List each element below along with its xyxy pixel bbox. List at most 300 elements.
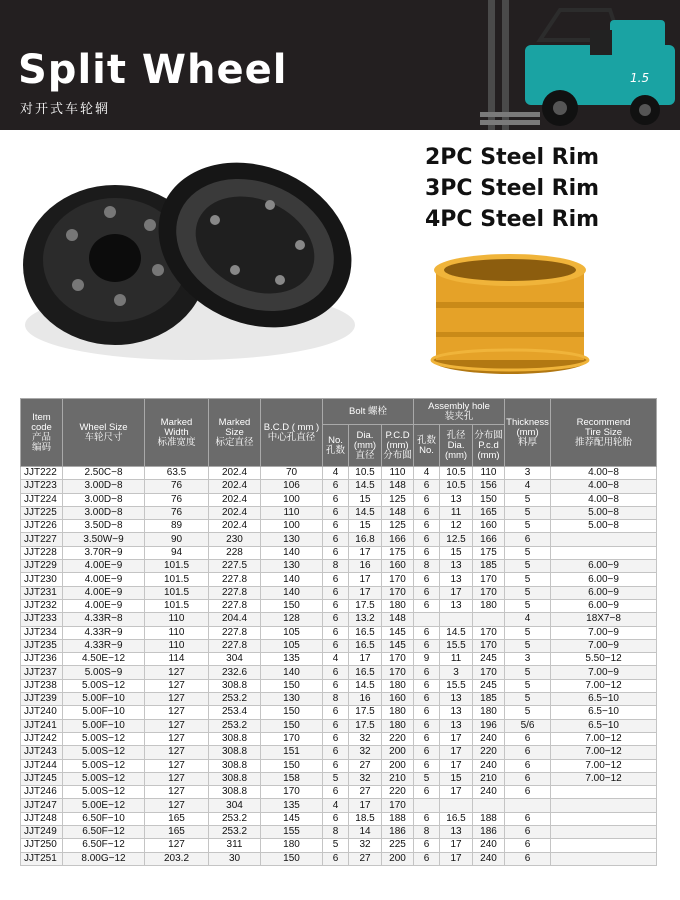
cell-asm-dia <box>440 613 473 626</box>
cell-marked-width: 101.5 <box>145 560 209 573</box>
spec-table-body <box>21 467 657 866</box>
cell-asm-dia: 13 <box>440 719 473 732</box>
cell-recommend-tire: 5.50−12 <box>551 653 657 666</box>
cell-bolt-pcd: 166 <box>382 533 414 546</box>
cell-asm-no: 6 <box>414 746 440 759</box>
cell-marked-width: 110 <box>145 639 209 652</box>
cell-item-code: JJT239 <box>21 693 63 706</box>
cell-asm-no: 8 <box>414 826 440 839</box>
cell-marked-size: 308.8 <box>209 746 261 759</box>
cell-marked-width: 127 <box>145 679 209 692</box>
cell-bcd: 150 <box>261 599 323 612</box>
cell-bolt-dia: 15 <box>349 520 382 533</box>
cell-bolt-no: 6 <box>323 546 349 559</box>
table-row <box>21 639 657 652</box>
cell-marked-size: 204.4 <box>209 613 261 626</box>
cell-bolt-dia: 32 <box>349 772 382 785</box>
cell-recommend-tire: 7.00−9 <box>551 626 657 639</box>
yellow-steel-rim-image <box>430 242 590 377</box>
cell-bolt-no: 4 <box>323 467 349 480</box>
cell-asm-dia: 17 <box>440 759 473 772</box>
cell-asm-pcd: 240 <box>473 732 505 745</box>
cell-recommend-tire: 7.00−9 <box>551 639 657 652</box>
col-header-marked-width: Marked Width 标准宽度 <box>145 399 209 467</box>
table-row <box>21 626 657 639</box>
cell-asm-pcd: 170 <box>473 626 505 639</box>
cell-asm-pcd <box>473 799 505 812</box>
table-row <box>21 666 657 679</box>
table-row <box>21 852 657 865</box>
cell-bcd: 150 <box>261 719 323 732</box>
cell-asm-dia: 11 <box>440 653 473 666</box>
cell-asm-dia: 15.5 <box>440 639 473 652</box>
cell-thickness: 6 <box>505 812 551 825</box>
cell-marked-width: 127 <box>145 759 209 772</box>
cell-recommend-tire <box>551 533 657 546</box>
cell-bcd: 150 <box>261 679 323 692</box>
cell-bolt-pcd: 160 <box>382 693 414 706</box>
table-row <box>21 533 657 546</box>
table-row <box>21 586 657 599</box>
cell-bolt-pcd: 200 <box>382 759 414 772</box>
cell-marked-width: 127 <box>145 746 209 759</box>
cell-thickness: 6 <box>505 732 551 745</box>
table-row <box>21 613 657 626</box>
cell-asm-no: 6 <box>414 626 440 639</box>
cell-bolt-dia: 16.5 <box>349 666 382 679</box>
cell-item-code: JJT241 <box>21 719 63 732</box>
cell-bolt-pcd: 125 <box>382 493 414 506</box>
cell-asm-dia: 13 <box>440 693 473 706</box>
cell-marked-size: 228 <box>209 546 261 559</box>
cell-recommend-tire <box>551 826 657 839</box>
cell-item-code: JJT229 <box>21 560 63 573</box>
cell-bolt-no: 5 <box>323 839 349 852</box>
cell-bcd: 180 <box>261 839 323 852</box>
cell-thickness: 5 <box>505 599 551 612</box>
cell-thickness: 5 <box>505 520 551 533</box>
cell-thickness: 5 <box>505 706 551 719</box>
cell-marked-size: 202.4 <box>209 467 261 480</box>
cell-recommend-tire <box>551 786 657 799</box>
cell-wheel-size: 4.33R−8 <box>63 613 145 626</box>
table-row <box>21 732 657 745</box>
cell-asm-dia: 13 <box>440 706 473 719</box>
cell-marked-size: 227.8 <box>209 599 261 612</box>
cell-asm-pcd: 150 <box>473 493 505 506</box>
page-subtitle: 对开式车轮辋 <box>20 102 111 117</box>
cell-item-code: JJT232 <box>21 599 63 612</box>
cell-thickness: 5 <box>505 586 551 599</box>
cell-recommend-tire: 4.00−8 <box>551 467 657 480</box>
cell-marked-width: 127 <box>145 706 209 719</box>
cell-marked-size: 253.2 <box>209 719 261 732</box>
cell-bcd: 105 <box>261 639 323 652</box>
header-banner <box>0 0 680 130</box>
cell-item-code: JJT249 <box>21 826 63 839</box>
cell-bolt-pcd: 160 <box>382 560 414 573</box>
cell-marked-size: 253.2 <box>209 812 261 825</box>
cell-wheel-size: 5.00S−12 <box>63 679 145 692</box>
cell-recommend-tire: 7.00−12 <box>551 732 657 745</box>
cell-item-code: JJT244 <box>21 759 63 772</box>
cell-bolt-no: 6 <box>323 732 349 745</box>
cell-bolt-pcd: 186 <box>382 826 414 839</box>
cell-bolt-dia: 32 <box>349 839 382 852</box>
cell-marked-width: 110 <box>145 626 209 639</box>
cell-bolt-dia: 17 <box>349 653 382 666</box>
cell-asm-no: 6 <box>414 839 440 852</box>
cell-thickness: 5 <box>505 693 551 706</box>
cell-bolt-pcd: 210 <box>382 772 414 785</box>
cell-recommend-tire: 7.00−12 <box>551 772 657 785</box>
cell-asm-dia <box>440 799 473 812</box>
table-row <box>21 546 657 559</box>
col-header-marked-size: Marked Size 标定直径 <box>209 399 261 467</box>
table-row <box>21 786 657 799</box>
cell-asm-no: 6 <box>414 573 440 586</box>
cell-asm-pcd: 186 <box>473 826 505 839</box>
cell-bolt-no: 6 <box>323 786 349 799</box>
cell-asm-dia: 17 <box>440 786 473 799</box>
cell-bolt-dia: 10.5 <box>349 467 382 480</box>
cell-marked-size: 311 <box>209 839 261 852</box>
cell-bolt-dia: 17 <box>349 546 382 559</box>
cell-marked-size: 304 <box>209 799 261 812</box>
cell-asm-dia: 3 <box>440 666 473 679</box>
cell-thickness: 6 <box>505 852 551 865</box>
cell-bcd: 140 <box>261 573 323 586</box>
cell-marked-size: 253.2 <box>209 826 261 839</box>
cell-bolt-pcd: 170 <box>382 586 414 599</box>
cell-bcd: 110 <box>261 506 323 519</box>
cell-asm-no: 6 <box>414 586 440 599</box>
cell-asm-dia: 13 <box>440 599 473 612</box>
cell-asm-no: 8 <box>414 560 440 573</box>
cell-thickness: 5 <box>505 573 551 586</box>
cell-thickness: 6 <box>505 746 551 759</box>
rim-type-3pc: 3PC Steel Rim <box>425 176 600 201</box>
cell-asm-dia: 10.5 <box>440 480 473 493</box>
cell-bolt-dia: 17.5 <box>349 719 382 732</box>
cell-marked-width: 165 <box>145 826 209 839</box>
cell-marked-width: 76 <box>145 506 209 519</box>
cell-marked-size: 202.4 <box>209 520 261 533</box>
cell-bolt-no: 6 <box>323 639 349 652</box>
cell-asm-no: 6 <box>414 732 440 745</box>
cell-bolt-dia: 16.8 <box>349 533 382 546</box>
cell-thickness: 5/6 <box>505 719 551 732</box>
cell-wheel-size: 5.00S−9 <box>63 666 145 679</box>
cell-marked-width: 63.5 <box>145 467 209 480</box>
cell-asm-pcd: 166 <box>473 533 505 546</box>
cell-item-code: JJT237 <box>21 666 63 679</box>
cell-marked-size: 308.8 <box>209 679 261 692</box>
cell-asm-pcd: 170 <box>473 666 505 679</box>
cell-recommend-tire: 6.00−9 <box>551 586 657 599</box>
cell-bolt-dia: 16.5 <box>349 639 382 652</box>
cell-asm-dia: 12 <box>440 520 473 533</box>
cell-wheel-size: 4.50E−12 <box>63 653 145 666</box>
cell-bolt-pcd: 170 <box>382 653 414 666</box>
cell-asm-no: 6 <box>414 852 440 865</box>
black-split-wheel-image <box>20 150 360 370</box>
cell-item-code: JJT235 <box>21 639 63 652</box>
table-row <box>21 772 657 785</box>
cell-asm-dia: 17 <box>440 586 473 599</box>
cell-item-code: JJT245 <box>21 772 63 785</box>
cell-thickness: 6 <box>505 772 551 785</box>
rim-type-4pc: 4PC Steel Rim <box>425 207 600 232</box>
cell-marked-width: 101.5 <box>145 586 209 599</box>
cell-bolt-no: 8 <box>323 560 349 573</box>
cell-bcd: 140 <box>261 586 323 599</box>
table-row <box>21 653 657 666</box>
cell-bolt-no: 8 <box>323 693 349 706</box>
cell-marked-size: 227.8 <box>209 586 261 599</box>
table-row <box>21 746 657 759</box>
cell-recommend-tire: 7.00−12 <box>551 759 657 772</box>
cell-asm-no <box>414 799 440 812</box>
table-row <box>21 506 657 519</box>
cell-wheel-size: 3.00D−8 <box>63 480 145 493</box>
cell-recommend-tire: 4.00−8 <box>551 493 657 506</box>
cell-asm-dia: 17 <box>440 732 473 745</box>
cell-thickness <box>505 799 551 812</box>
cell-bolt-pcd: 188 <box>382 812 414 825</box>
col-header-thickness: Thickness (mm) 料厚 <box>505 399 551 467</box>
cell-marked-width: 127 <box>145 732 209 745</box>
cell-item-code: JJT248 <box>21 812 63 825</box>
cell-bolt-dia: 17.5 <box>349 706 382 719</box>
cell-asm-no: 9 <box>414 653 440 666</box>
cell-asm-pcd: 240 <box>473 852 505 865</box>
cell-bolt-no: 6 <box>323 679 349 692</box>
cell-wheel-size: 8.00G−12 <box>63 852 145 865</box>
cell-bcd: 105 <box>261 626 323 639</box>
cell-asm-no <box>414 613 440 626</box>
cell-thickness: 5 <box>505 639 551 652</box>
cell-item-code: JJT242 <box>21 732 63 745</box>
cell-asm-dia: 16.5 <box>440 812 473 825</box>
cell-bolt-pcd: 220 <box>382 732 414 745</box>
col-header-bolt-pcd: P.C.D (mm) 分布圆 <box>382 425 414 467</box>
cell-wheel-size: 3.00D−8 <box>63 506 145 519</box>
cell-bcd: 140 <box>261 666 323 679</box>
col-header-asm-pcd: 分布圆 P.c.d (mm) <box>473 425 505 467</box>
cell-asm-pcd: 196 <box>473 719 505 732</box>
cell-item-code: JJT231 <box>21 586 63 599</box>
cell-bolt-pcd: 225 <box>382 839 414 852</box>
cell-asm-no: 6 <box>414 480 440 493</box>
cell-asm-dia: 13 <box>440 493 473 506</box>
cell-bolt-dia: 14.5 <box>349 480 382 493</box>
cell-bolt-dia: 16.5 <box>349 626 382 639</box>
cell-bolt-pcd: 148 <box>382 480 414 493</box>
cell-bolt-no: 6 <box>323 613 349 626</box>
cell-item-code: JJT243 <box>21 746 63 759</box>
cell-marked-width: 94 <box>145 546 209 559</box>
cell-wheel-size: 4.00E−9 <box>63 599 145 612</box>
cell-recommend-tire: 5.00−8 <box>551 520 657 533</box>
cell-asm-pcd: 156 <box>473 480 505 493</box>
cell-bcd: 70 <box>261 467 323 480</box>
cell-bolt-no: 6 <box>323 573 349 586</box>
cell-item-code: JJT250 <box>21 839 63 852</box>
cell-asm-no: 4 <box>414 467 440 480</box>
cell-bolt-no: 4 <box>323 653 349 666</box>
cell-item-code: JJT238 <box>21 679 63 692</box>
cell-asm-no: 6 <box>414 706 440 719</box>
cell-asm-no: 6 <box>414 679 440 692</box>
cell-marked-width: 127 <box>145 839 209 852</box>
table-row <box>21 679 657 692</box>
cell-recommend-tire: 4.00−8 <box>551 480 657 493</box>
cell-bcd: 130 <box>261 693 323 706</box>
cell-marked-width: 127 <box>145 666 209 679</box>
table-row <box>21 560 657 573</box>
cell-thickness: 6 <box>505 826 551 839</box>
cell-bolt-no: 6 <box>323 480 349 493</box>
cell-recommend-tire <box>551 812 657 825</box>
cell-wheel-size: 5.00S−12 <box>63 759 145 772</box>
cell-marked-width: 203.2 <box>145 852 209 865</box>
cell-recommend-tire <box>551 799 657 812</box>
cell-bcd: 140 <box>261 546 323 559</box>
cell-asm-no: 6 <box>414 506 440 519</box>
cell-recommend-tire <box>551 839 657 852</box>
cell-marked-size: 227.8 <box>209 626 261 639</box>
cell-bolt-no: 6 <box>323 493 349 506</box>
cell-thickness: 6 <box>505 759 551 772</box>
cell-wheel-size: 5.00E−12 <box>63 799 145 812</box>
forklift-image <box>470 0 680 130</box>
cell-bolt-pcd: 180 <box>382 679 414 692</box>
cell-wheel-size: 3.70R−9 <box>63 546 145 559</box>
cell-asm-pcd: 170 <box>473 639 505 652</box>
cell-bolt-pcd: 200 <box>382 746 414 759</box>
cell-thickness: 3 <box>505 653 551 666</box>
cell-asm-no: 6 <box>414 546 440 559</box>
cell-recommend-tire: 6.00−9 <box>551 560 657 573</box>
cell-asm-dia: 15.5 <box>440 679 473 692</box>
table-row <box>21 706 657 719</box>
cell-asm-dia: 13 <box>440 573 473 586</box>
cell-bcd: 130 <box>261 533 323 546</box>
cell-wheel-size: 5.00S−12 <box>63 786 145 799</box>
cell-marked-size: 308.8 <box>209 732 261 745</box>
cell-asm-pcd: 210 <box>473 772 505 785</box>
cell-recommend-tire: 6.5−10 <box>551 706 657 719</box>
cell-bolt-pcd: 175 <box>382 546 414 559</box>
cell-item-code: JJT223 <box>21 480 63 493</box>
col-header-bcd: B.C.D ( mm ) 中心孔直径 <box>261 399 323 467</box>
table-row <box>21 599 657 612</box>
cell-recommend-tire: 5.00−8 <box>551 506 657 519</box>
cell-asm-dia: 14.5 <box>440 626 473 639</box>
cell-wheel-size: 6.50F−10 <box>63 812 145 825</box>
cell-marked-width: 110 <box>145 613 209 626</box>
cell-bolt-dia: 17 <box>349 799 382 812</box>
cell-bolt-no: 6 <box>323 759 349 772</box>
split-wheel-spec-table <box>20 398 657 866</box>
cell-recommend-tire <box>551 546 657 559</box>
cell-bolt-dia: 16 <box>349 693 382 706</box>
cell-bolt-no: 6 <box>323 746 349 759</box>
cell-asm-no: 5 <box>414 772 440 785</box>
cell-wheel-size: 3.00D−8 <box>63 493 145 506</box>
cell-bolt-dia: 14.5 <box>349 679 382 692</box>
cell-asm-pcd: 110 <box>473 467 505 480</box>
col-header-bolt: Bolt 螺栓 <box>323 399 414 425</box>
cell-bolt-pcd: 145 <box>382 626 414 639</box>
col-header-wheel-size: Wheel Size 车轮尺寸 <box>63 399 145 467</box>
cell-item-code: JJT226 <box>21 520 63 533</box>
cell-bolt-no: 6 <box>323 812 349 825</box>
cell-asm-no: 6 <box>414 786 440 799</box>
cell-bcd: 151 <box>261 746 323 759</box>
cell-asm-pcd: 188 <box>473 812 505 825</box>
cell-marked-size: 227.8 <box>209 639 261 652</box>
cell-bcd: 100 <box>261 493 323 506</box>
cell-marked-width: 89 <box>145 520 209 533</box>
cell-marked-size: 230 <box>209 533 261 546</box>
cell-asm-no: 6 <box>414 666 440 679</box>
cell-marked-width: 101.5 <box>145 599 209 612</box>
cell-bolt-dia: 13.2 <box>349 613 382 626</box>
cell-asm-pcd: 160 <box>473 520 505 533</box>
cell-bolt-no: 6 <box>323 706 349 719</box>
table-row <box>21 520 657 533</box>
cell-wheel-size: 4.00E−9 <box>63 586 145 599</box>
cell-asm-no: 6 <box>414 599 440 612</box>
cell-marked-size: 253.2 <box>209 693 261 706</box>
cell-bolt-dia: 14.5 <box>349 506 382 519</box>
table-row <box>21 573 657 586</box>
cell-wheel-size: 5.00F−10 <box>63 706 145 719</box>
cell-item-code: JJT227 <box>21 533 63 546</box>
cell-bcd: 150 <box>261 706 323 719</box>
cell-wheel-size: 5.00F−10 <box>63 719 145 732</box>
cell-bolt-no: 6 <box>323 666 349 679</box>
cell-bolt-no: 6 <box>323 533 349 546</box>
cell-item-code: JJT247 <box>21 799 63 812</box>
cell-asm-pcd: 165 <box>473 506 505 519</box>
cell-item-code: JJT222 <box>21 467 63 480</box>
cell-bolt-dia: 32 <box>349 746 382 759</box>
cell-bolt-dia: 18.5 <box>349 812 382 825</box>
cell-marked-width: 127 <box>145 799 209 812</box>
cell-asm-pcd: 240 <box>473 839 505 852</box>
cell-wheel-size: 4.33R−9 <box>63 626 145 639</box>
cell-bcd: 158 <box>261 772 323 785</box>
cell-marked-size: 202.4 <box>209 493 261 506</box>
cell-bcd: 106 <box>261 480 323 493</box>
cell-wheel-size: 5.00S−12 <box>63 746 145 759</box>
cell-asm-dia: 12.5 <box>440 533 473 546</box>
cell-recommend-tire: 18X7−8 <box>551 613 657 626</box>
cell-asm-no: 6 <box>414 520 440 533</box>
cell-item-code: JJT234 <box>21 626 63 639</box>
cell-marked-width: 127 <box>145 693 209 706</box>
cell-bolt-pcd: 148 <box>382 506 414 519</box>
cell-asm-dia: 13 <box>440 560 473 573</box>
cell-thickness: 5 <box>505 546 551 559</box>
cell-bolt-no: 6 <box>323 506 349 519</box>
cell-item-code: JJT228 <box>21 546 63 559</box>
cell-marked-size: 308.8 <box>209 772 261 785</box>
cell-bolt-pcd: 180 <box>382 719 414 732</box>
